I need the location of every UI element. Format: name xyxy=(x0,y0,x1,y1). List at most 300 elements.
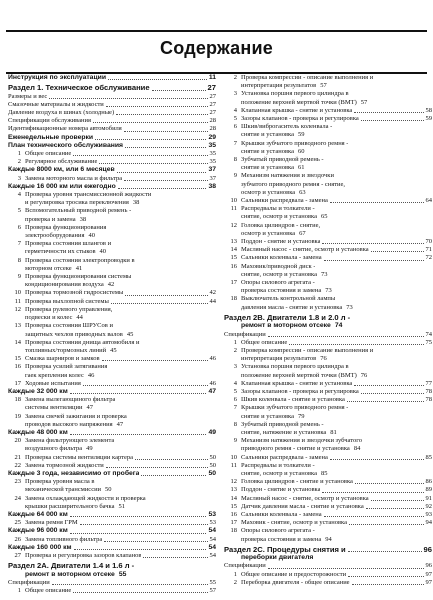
toc-page-number: 53 xyxy=(209,519,216,527)
toc-entry[interactable] xyxy=(8,199,216,207)
toc-entry[interactable] xyxy=(8,117,216,125)
toc-entry[interactable] xyxy=(224,99,432,107)
toc-entry-text: Проверка уровня трансмиссионной жидкости xyxy=(25,191,152,199)
toc-entry-number: 8 xyxy=(233,156,237,164)
toc-entry-number: 26 xyxy=(14,535,21,543)
toc-entry-number: 12 xyxy=(14,305,21,313)
toc-entry[interactable] xyxy=(224,197,432,205)
toc-page-number: 46 xyxy=(209,355,216,363)
toc-entry-text: Проверка функционирования системы xyxy=(25,273,132,281)
toc-entry[interactable] xyxy=(8,396,216,404)
toc-entry[interactable] xyxy=(8,454,216,462)
toc-entry-text: подвески и колес xyxy=(25,314,73,322)
toc-entry-text: Крышки зубчатого приводного ремня - xyxy=(241,139,349,147)
toc-entry-number: 18 xyxy=(230,527,237,535)
toc-entry[interactable] xyxy=(224,478,432,486)
toc-page-number: 93 xyxy=(425,510,432,518)
toc-page-number: 92 xyxy=(425,502,432,510)
toc-entry[interactable] xyxy=(8,265,216,273)
toc-entry[interactable] xyxy=(224,181,432,189)
toc-entry-text: снятие, осмотр и установка xyxy=(241,270,317,278)
toc-entry-text: Датчик давления масла - снятие и установка xyxy=(241,502,364,510)
toc-entry[interactable] xyxy=(224,213,432,221)
toc-entry-text: План технического обслуживания xyxy=(8,141,123,149)
toc-entry[interactable] xyxy=(8,470,216,478)
toc-entry[interactable] xyxy=(8,166,216,174)
toc-entry[interactable] xyxy=(224,421,432,429)
toc-page-number: 42 xyxy=(107,281,115,289)
toc-entry[interactable] xyxy=(224,380,432,388)
toc-entry[interactable] xyxy=(224,230,432,238)
toc-entry[interactable] xyxy=(8,142,216,150)
toc-entry-text: Зазоры клапанов - проверка и регулировка xyxy=(241,115,359,123)
toc-entry-text: Раздел 2A. Двигатели 1.4 и 1.6 л - xyxy=(8,562,135,571)
toc-entry-text: переборки двигателя xyxy=(241,554,314,562)
dot-leader xyxy=(70,533,207,534)
toc-entry[interactable] xyxy=(8,527,216,535)
toc-entry[interactable] xyxy=(224,536,432,544)
toc-entry-text: Спецификации xyxy=(8,578,50,586)
toc-entry[interactable] xyxy=(8,289,216,297)
toc-entry-text: крышки расширительного бачка xyxy=(25,502,115,510)
toc-entry-text: Головка цилиндров - снятие, xyxy=(241,221,321,229)
toc-entry[interactable] xyxy=(224,470,432,478)
toc-entry-number: 4 xyxy=(233,106,237,114)
toc-entry[interactable] xyxy=(224,363,432,371)
dot-leader xyxy=(118,188,207,189)
toc-entry[interactable] xyxy=(224,254,432,262)
toc-page-number: 71 xyxy=(425,246,432,254)
toc-entry[interactable] xyxy=(224,263,432,271)
dot-leader xyxy=(268,568,424,569)
toc-entry-text: Головка цилиндров - снятие и установка xyxy=(241,478,353,486)
dot-leader xyxy=(74,549,207,550)
toc-entry[interactable] xyxy=(224,172,432,180)
toc-entry[interactable] xyxy=(8,240,216,248)
toc-entry[interactable] xyxy=(8,503,216,511)
toc-entry-text: Замена моторного масла и фильтра xyxy=(25,174,123,182)
toc-entry-text: Опоры силового агрегата - xyxy=(241,279,315,287)
toc-entry-text: Проверка компрессии - описание выполнения и xyxy=(241,74,374,81)
toc-entry[interactable] xyxy=(8,158,216,166)
toc-entry[interactable] xyxy=(8,273,216,281)
toc-entry-text: Распредвалы и толкатели - xyxy=(241,461,315,469)
toc-entry-text: Давление воздуха в шинах (холодные) xyxy=(8,109,115,117)
toc-page-number: 86 xyxy=(425,478,432,486)
toc-entry-number: 11 xyxy=(230,461,237,469)
toc-section-heading[interactable] xyxy=(224,314,432,322)
toc-entry-text: Общее описание и предосторожности xyxy=(241,570,347,578)
toc-entry[interactable] xyxy=(224,445,432,453)
toc-entry-text: Каждые 48 000 км xyxy=(8,428,68,436)
toc-entry[interactable] xyxy=(224,222,432,230)
toc-entry-text: проверка состояния и замена xyxy=(241,535,322,543)
toc-entry[interactable] xyxy=(224,503,432,511)
toc-page-number: 53 xyxy=(208,510,216,518)
toc-entry-number: 14 xyxy=(14,338,21,346)
toc-entry-number: 14 xyxy=(230,494,237,502)
toc-entry[interactable] xyxy=(224,388,432,396)
toc-entry[interactable] xyxy=(8,429,216,437)
toc-entry-text: электрооборудования xyxy=(25,232,85,240)
dot-leader xyxy=(347,401,424,402)
toc-entry[interactable] xyxy=(8,571,216,579)
toc-entry-text: системы вентиляции xyxy=(25,404,83,412)
toc-entry-text: снятие, натяжение и установка xyxy=(241,428,327,436)
toc-entry-text: снятие, осмотр и установка xyxy=(241,213,317,221)
toc-entry-text: Шкив коленвала - снятие и установка xyxy=(241,396,345,404)
toc-entry[interactable] xyxy=(8,322,216,330)
toc-entry[interactable] xyxy=(8,339,216,347)
dot-leader xyxy=(83,385,208,386)
toc-entry[interactable] xyxy=(224,462,432,470)
toc-entry-text: Механизм натяжения и звездочки зубчатого xyxy=(241,437,362,445)
toc-page-number: 45 xyxy=(126,330,134,338)
toc-page-number: 58 xyxy=(425,106,432,114)
dot-leader xyxy=(152,90,206,91)
toc-entry[interactable] xyxy=(8,552,216,560)
toc-entry[interactable] xyxy=(8,355,216,363)
toc-entry[interactable] xyxy=(224,189,432,197)
toc-entry[interactable] xyxy=(8,587,216,595)
toc-page-number: 79 xyxy=(297,412,305,420)
toc-entry-text: интерпретация результатов xyxy=(241,82,317,90)
toc-entry[interactable] xyxy=(224,148,432,156)
toc-entry[interactable] xyxy=(8,216,216,224)
toc-page-number: 55 xyxy=(209,578,216,586)
toc-entry[interactable] xyxy=(8,478,216,486)
toc-entry[interactable] xyxy=(224,115,432,123)
toc-entry[interactable] xyxy=(224,287,432,295)
toc-entry-text: Вспомогательный приводной ремень - xyxy=(25,207,132,215)
toc-entry-text: гаек крепления колес xyxy=(25,371,84,379)
toc-page-number: 35 xyxy=(208,141,216,149)
toc-page-number: 54 xyxy=(208,527,216,535)
dot-leader xyxy=(135,459,208,460)
toc-entry-text: Ходовые испытания xyxy=(25,379,81,387)
toc-entry-text: Замена ремня ГРМ xyxy=(25,519,78,527)
dot-leader xyxy=(93,122,208,123)
toc-entry-text: Замена охлаждающей жидкости и проверка xyxy=(25,494,146,502)
toc-entry[interactable] xyxy=(224,527,432,535)
toc-entry[interactable] xyxy=(224,246,432,254)
toc-entry-text: Проверка функционирования xyxy=(25,223,107,231)
toc-entry[interactable] xyxy=(224,90,432,98)
toc-entry[interactable] xyxy=(8,207,216,215)
toc-entry[interactable] xyxy=(224,339,432,347)
toc-entry[interactable] xyxy=(8,536,216,544)
toc-entry[interactable] xyxy=(224,355,432,363)
toc-entry[interactable] xyxy=(224,304,432,312)
toc-page-number: 91 xyxy=(425,494,432,502)
toc-page-number: 44 xyxy=(76,314,83,322)
toc-entry[interactable] xyxy=(8,404,216,412)
toc-entry-number: 7 xyxy=(233,404,237,412)
toc-page-number: 29 xyxy=(208,133,216,141)
toc-entry-text: Каждые 64 000 км xyxy=(8,510,68,518)
toc-page-number: 60 xyxy=(297,147,305,155)
toc-entry[interactable] xyxy=(8,93,216,101)
toc-entry[interactable] xyxy=(8,314,216,322)
toc-entry-text: Установка поршня первого цилиндра в xyxy=(241,90,349,98)
toc-entry[interactable] xyxy=(224,279,432,287)
toc-page-number: 47 xyxy=(86,404,93,412)
toc-entry[interactable] xyxy=(224,519,432,527)
toc-entry[interactable] xyxy=(224,404,432,412)
toc-entry-text: Проверка состояния электропроводки в xyxy=(25,256,135,264)
toc-entry-text: и регулировка тросика переключения xyxy=(25,199,129,207)
toc-entry[interactable] xyxy=(224,562,432,570)
toc-entry[interactable] xyxy=(224,322,432,330)
toc-entry[interactable] xyxy=(8,372,216,380)
toc-entry[interactable] xyxy=(8,306,216,314)
toc-entry-text: Установка поршня первого цилиндра в xyxy=(241,363,349,371)
toc-page-number: 64 xyxy=(425,197,432,205)
dot-leader xyxy=(104,541,207,542)
toc-page-number: 78 xyxy=(425,396,432,404)
toc-entry-number: 3 xyxy=(233,90,237,98)
dot-leader xyxy=(73,155,207,156)
dot-leader xyxy=(141,475,206,476)
toc-entry[interactable] xyxy=(224,511,432,519)
toc-entry[interactable] xyxy=(8,486,216,494)
dot-leader xyxy=(348,576,423,577)
toc-entry-number: 15 xyxy=(230,502,237,510)
toc-entry[interactable] xyxy=(224,164,432,172)
toc-entry-text: Общее описание xyxy=(25,150,72,158)
toc-entry-text: Клапанная крышка - снятие и установка xyxy=(241,379,353,387)
toc-entry-number: 17 xyxy=(14,379,21,387)
toc-entry-text: снятие, осмотр и установка xyxy=(241,469,317,477)
toc-entry-text: Инструкция по эксплуатации xyxy=(8,74,106,81)
toc-entry[interactable] xyxy=(224,579,432,587)
toc-entry-number: 17 xyxy=(230,279,237,287)
toc-entry-number: 6 xyxy=(233,396,237,404)
toc-entry[interactable] xyxy=(224,82,432,90)
toc-section-heading[interactable] xyxy=(224,546,432,554)
toc-entry-number: 15 xyxy=(14,355,21,363)
toc-entry-number: 9 xyxy=(17,273,21,281)
toc-entry[interactable] xyxy=(8,519,216,527)
toc-entry[interactable] xyxy=(8,380,216,388)
dot-leader xyxy=(49,98,207,99)
toc-entry[interactable] xyxy=(8,232,216,240)
toc-entry-number: 14 xyxy=(230,246,237,254)
dot-leader xyxy=(106,106,208,107)
dot-leader xyxy=(117,172,207,173)
toc-entry-number: 9 xyxy=(233,437,237,445)
toc-entry[interactable] xyxy=(8,125,216,133)
toc-entry[interactable] xyxy=(8,421,216,429)
toc-entry[interactable] xyxy=(224,205,432,213)
dot-leader xyxy=(268,336,424,337)
toc-entry[interactable] xyxy=(8,281,216,289)
dot-leader xyxy=(124,131,208,132)
dot-leader xyxy=(111,303,208,304)
toc-entry[interactable] xyxy=(8,248,216,256)
toc-entry-text: Раздел 2B. Двигатели 1.8 и 2.0 л - xyxy=(224,313,351,322)
toc-entry[interactable] xyxy=(224,331,432,339)
toc-entry-text: снятие и установка xyxy=(241,131,294,139)
toc-entry-text: механической трансмиссии xyxy=(25,486,102,494)
toc-entry[interactable] xyxy=(224,437,432,445)
toc-entry-number: 18 xyxy=(14,396,21,404)
toc-page-number: 54 xyxy=(209,551,216,559)
toc-page-number: 96 xyxy=(423,545,432,554)
dot-leader xyxy=(354,112,423,113)
toc-entry-text: Маховик/приводной диск - xyxy=(241,262,316,270)
toc-entry[interactable] xyxy=(8,109,216,117)
toc-entry-text: проводов высокого напряжения xyxy=(25,420,113,428)
toc-entry-text: кондиционирования воздуха xyxy=(25,281,104,289)
toc-entry[interactable] xyxy=(224,486,432,494)
toc-entry-text: Каждые 3 года, независимо от пробега xyxy=(8,469,140,477)
toc-entry[interactable] xyxy=(8,175,216,183)
toc-entry-text: Каждые 32 000 км xyxy=(8,387,68,395)
dot-leader xyxy=(125,295,207,296)
toc-entry[interactable] xyxy=(224,429,432,437)
toc-entry[interactable] xyxy=(8,298,216,306)
dot-leader xyxy=(106,467,208,468)
toc-page-number: 74 xyxy=(425,330,432,338)
toc-entry[interactable] xyxy=(224,413,432,421)
toc-page-number: 42 xyxy=(209,289,216,297)
toc-page-number: 59 xyxy=(425,115,432,123)
toc-entry-number: 13 xyxy=(230,486,237,494)
toc-entry[interactable] xyxy=(224,131,432,139)
toc-entry-text: интерпретация результатов xyxy=(241,355,317,363)
toc-section-heading[interactable] xyxy=(8,84,216,92)
toc-entry[interactable] xyxy=(8,331,216,339)
toc-page-number: 54 xyxy=(208,543,216,551)
toc-entry[interactable] xyxy=(8,388,216,396)
toc-entry[interactable] xyxy=(8,495,216,503)
toc-page-number: 44 xyxy=(209,297,216,305)
toc-entry-text: Зубчатый приводной ремень - xyxy=(241,420,324,428)
toc-entry-text: Проверка и регулировка зазоров клапанов xyxy=(25,551,142,559)
toc-entry[interactable] xyxy=(8,74,216,82)
toc-entry-text: моторном отсеке xyxy=(25,264,72,272)
toc-page-number: 76 xyxy=(360,371,368,379)
toc-entry[interactable] xyxy=(224,571,432,579)
toc-page-number: 35 xyxy=(209,150,216,158)
toc-entry-number: 3 xyxy=(233,363,237,371)
toc-entry-text: снятие и установка xyxy=(241,412,294,420)
toc-entry-text: Проверка состояния ШРУСов и xyxy=(25,322,113,330)
toc-entry-text: Клапанная крышка - снятие и установка xyxy=(241,106,353,114)
toc-entry-text: Проверка усилий затягивания xyxy=(25,363,108,371)
dot-leader xyxy=(125,147,206,148)
toc-page-number: 61 xyxy=(297,164,305,172)
dot-leader xyxy=(99,163,207,164)
toc-entry-number: 12 xyxy=(230,221,237,229)
toc-section-heading[interactable] xyxy=(8,562,216,570)
toc-entry[interactable] xyxy=(224,238,432,246)
toc-entry[interactable] xyxy=(8,134,216,142)
toc-entry-text: давления масла - снятие и установка xyxy=(241,303,343,311)
toc-entry[interactable] xyxy=(8,183,216,191)
toc-entry[interactable] xyxy=(224,271,432,279)
toc-entry-number: 10 xyxy=(14,289,21,297)
toc-entry-text: Смазка шарниров и замков xyxy=(25,355,100,363)
dot-leader xyxy=(322,492,423,493)
toc-entry[interactable] xyxy=(8,257,216,265)
toc-page-number: 47 xyxy=(116,420,124,428)
toc-entry-number: 7 xyxy=(17,240,21,248)
toc-page-number: 38 xyxy=(132,199,140,207)
toc-entry[interactable] xyxy=(8,462,216,470)
toc-page-number: 40 xyxy=(88,232,95,240)
toc-page-number: 57 xyxy=(360,98,368,106)
toc-page-number: 35 xyxy=(209,158,216,166)
toc-entry[interactable] xyxy=(224,454,432,462)
toc-entry[interactable] xyxy=(8,101,216,109)
toc-page-number: 78 xyxy=(425,387,432,395)
toc-entry[interactable] xyxy=(224,107,432,115)
toc-entry[interactable] xyxy=(8,445,216,453)
toc-entry-text: Размеры и вес xyxy=(8,92,48,100)
toc-entry[interactable] xyxy=(224,554,432,562)
toc-entry-text: Замена топливного фильтра xyxy=(25,535,103,543)
toc-entry[interactable] xyxy=(8,191,216,199)
toc-entry[interactable] xyxy=(224,123,432,131)
toc-entry-text: Замена вылегающиного фильтра xyxy=(25,396,116,404)
dot-leader xyxy=(361,393,424,394)
toc-entry[interactable] xyxy=(8,579,216,587)
toc-entry[interactable] xyxy=(8,150,216,158)
toc-entry-number: 20 xyxy=(14,437,21,445)
toc-entry-text: Общее описание xyxy=(25,587,72,594)
toc-entry-text: Сальники распредвала - замена xyxy=(241,453,328,461)
toc-entry[interactable] xyxy=(224,347,432,355)
toc-entry-number: 2 xyxy=(233,578,237,586)
dot-leader xyxy=(361,120,424,121)
toc-entry-text: Крышки зубчатого приводного ремня - xyxy=(241,404,349,412)
toc-entry-text: Масляный насос - снятие, осмотр и установка xyxy=(241,494,369,502)
toc-entry[interactable] xyxy=(8,544,216,552)
toc-page-number: 37 xyxy=(209,174,216,182)
toc-entry-text: Опоры силового агрегата - xyxy=(241,527,315,535)
dot-leader xyxy=(80,524,208,525)
toc-entry-number: 16 xyxy=(230,262,237,270)
dot-leader xyxy=(52,584,208,585)
toc-page-number: 97 xyxy=(425,570,432,578)
toc-entry[interactable] xyxy=(224,295,432,303)
toc-entry-number: 10 xyxy=(230,453,237,461)
toc-page-number: 49 xyxy=(86,445,93,453)
toc-entry-text: Проверка компрессии - описание выполнения и xyxy=(241,346,374,354)
toc-entry[interactable] xyxy=(8,347,216,355)
toc-entry[interactable] xyxy=(224,372,432,380)
toc-entry-number: 10 xyxy=(230,197,237,205)
toc-entry[interactable] xyxy=(8,363,216,371)
dot-leader xyxy=(124,180,207,181)
toc-entry-number: 1 xyxy=(17,150,21,158)
toc-entry[interactable] xyxy=(224,140,432,148)
toc-entry[interactable] xyxy=(224,495,432,503)
toc-entry[interactable] xyxy=(224,156,432,164)
toc-page-number: 73 xyxy=(346,303,353,311)
toc-entry[interactable] xyxy=(8,224,216,232)
toc-entry[interactable] xyxy=(8,437,216,445)
toc-entry-text: Проверка состояния шлангов и xyxy=(25,240,112,248)
dot-leader xyxy=(371,251,424,252)
toc-entry[interactable] xyxy=(224,74,432,82)
toc-entry-text: Раздел 2C. Процедуры снятия и xyxy=(224,545,346,554)
toc-entry[interactable] xyxy=(224,396,432,404)
toc-entry[interactable] xyxy=(8,413,216,421)
toc-entry[interactable] xyxy=(8,511,216,519)
